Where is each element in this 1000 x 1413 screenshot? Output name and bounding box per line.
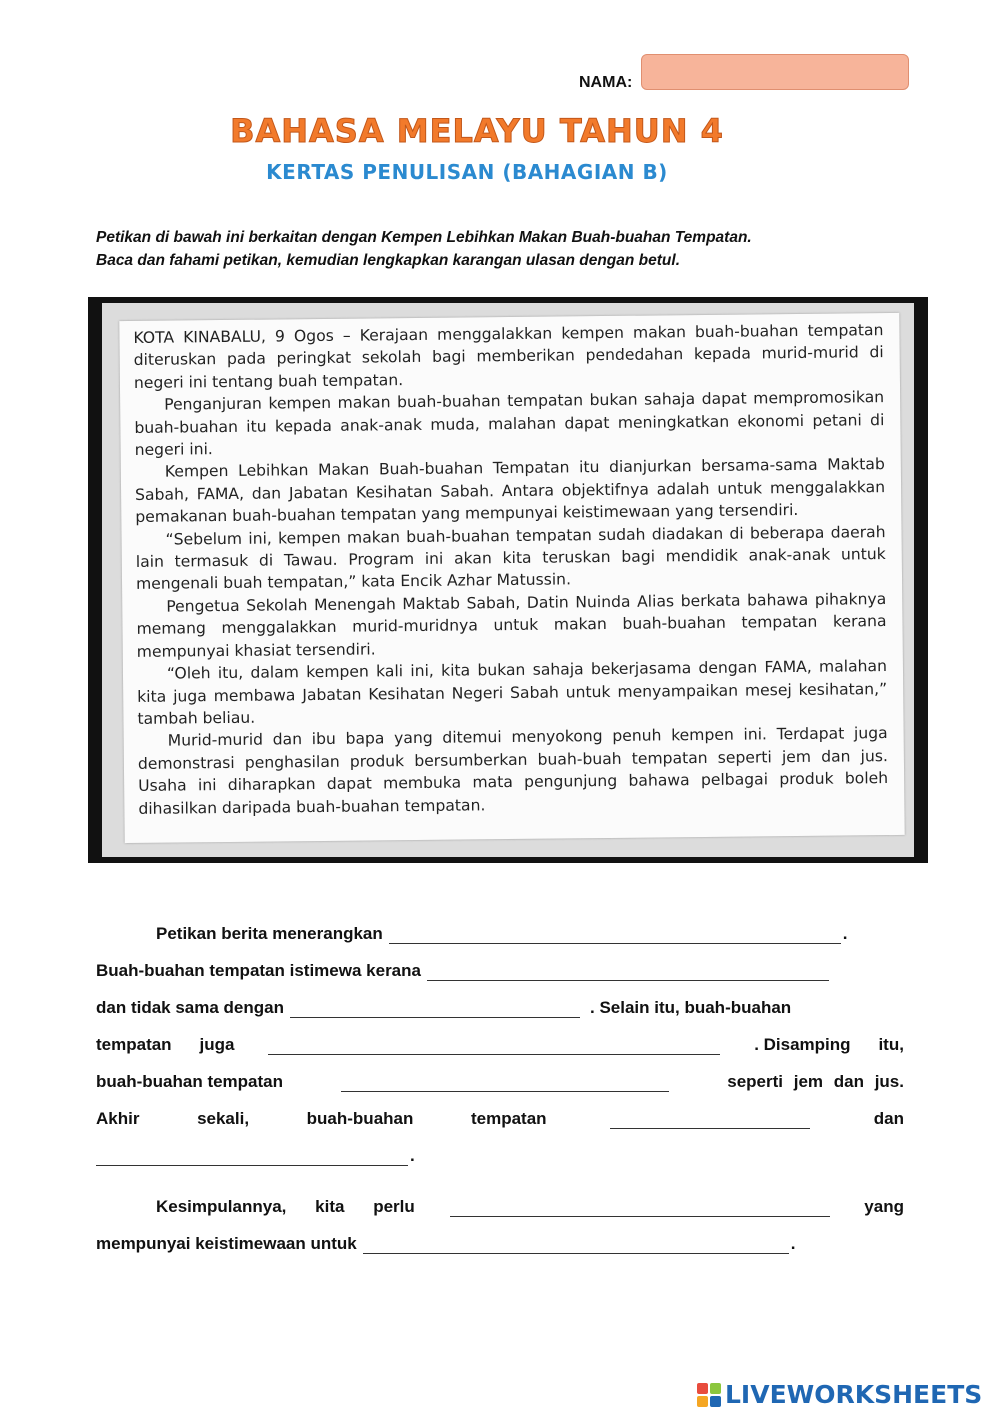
answer-text: itu, [878,1035,904,1054]
answer-line-9 [96,1230,904,1254]
answer-text: Akhir [96,1109,140,1128]
answer-line-5 [96,1068,904,1092]
answer-text: buah-buahan [306,1109,414,1128]
answer-text: juga [199,1035,235,1054]
answer-text: dan tidak sama dengan [96,998,284,1017]
answer-line-2 [96,957,904,981]
answer-text: . [790,1234,796,1253]
answer-line-3 [96,994,904,1018]
answer-text: . [842,924,848,943]
answer-line-7 [96,1142,904,1166]
passage-background [102,303,914,857]
passage-paragraph: Kempen Lebihkan Makan Buah-buahan Tempatan itu dianjurkan bersama-sama Maktab Sabah, FAMA, dan Jabatan Kesihatan Sabah. Antara objektifnya adalah untuk menggalakkan pemakanan buah-buahan tempatan yang mempunyai keistimewaan yang tersendiri. [135,455,886,527]
page-title: BAHASA MELAYU TAHUN 4 [230,112,724,150]
answer-blank-2[interactable] [427,960,829,981]
instruction-line-1: Petikan di bawah ini berkaitan dengan Kempen Lebihkan Makan Buah-buahan Tempatan. [96,229,752,246]
answer-blank-4[interactable] [268,1034,720,1055]
answer-text: tempatan [470,1109,547,1128]
answer-blank-9[interactable] [363,1233,789,1254]
answer-blank-7[interactable] [96,1145,408,1166]
answer-text: dan [873,1109,904,1128]
logo-tile [710,1383,721,1394]
answer-text: kita [315,1197,345,1216]
news-clipping [119,313,904,843]
answer-blank-1[interactable] [389,923,841,944]
answer-text: seperti jem dan jus. [727,1072,904,1091]
answer-line-6 [96,1105,904,1129]
answer-text: . Disamping [754,1035,851,1054]
nama-input[interactable] [641,54,909,90]
passage-paragraph: “Oleh itu, dalam kempen kali ini, kita bukan sahaja bekerjasama dengan FAMA, malahan kita juga membawa Jabatan Kesihatan Negeri Sabah untuk menyampaikan mesej kesihatan,” tambah beliau. [137,657,888,728]
logo-tile [697,1383,708,1394]
answer-text: perlu [373,1197,415,1216]
page-subtitle: KERTAS PENULISAN (BAHAGIAN B) [266,160,668,184]
answer-text: . [410,1146,415,1165]
answer-text: mempunyai keistimewaan untuk [96,1234,357,1253]
passage-paragraph: Pengetua Sekolah Menengah Maktab Sabah, Datin Nuinda Alias berkata bahawa pihaknya memang menggalakkan murid-muridnya untuk makan buah-buahan tempatan kerana mempunyai khasiat tersendiri. [136,589,887,661]
answer-text: . Selain itu, buah-buahan [590,998,792,1017]
answer-line-8 [96,1193,904,1217]
liveworksheets-logo [697,1380,982,1409]
passage-paragraph: KOTA KINABALU, 9 Ogos – Kerajaan menggalakkan kempen makan buah-buahan tempatan diteruskan pada peringkat sekolah bagi memberikan pendedahan kepada murid-murid di negeri ini tentang buah tempatan. [133,321,884,392]
passage-frame [88,297,928,863]
answer-text: Buah-buahan tempatan istimewa kerana [96,961,421,980]
answer-blank-6[interactable] [610,1108,810,1129]
answer-text: yang [864,1197,904,1216]
logo-tile [697,1396,708,1407]
instruction-line-2: Baca dan fahami petikan, kemudian lengkapkan karangan ulasan dengan betul. [96,252,680,269]
answer-text: Petikan berita menerangkan [156,924,383,943]
answer-blank-8[interactable] [450,1196,830,1217]
answer-blank-5[interactable] [341,1071,669,1092]
logo-tile [710,1396,721,1407]
answer-text: tempatan [96,1035,172,1054]
answer-line-1 [96,920,904,944]
answer-text: Kesimpulannya, [156,1197,287,1216]
nama-label: NAMA: [579,74,633,91]
liveworksheets-logo-icon [697,1383,721,1407]
passage-paragraph: Penganjuran kempen makan buah-buahan tempatan bukan sahaja dapat mempromosikan buah-buahan itu kepada anak-anak muda, malahan dapat meningkatkan ekonomi petani di negeri ini. [134,388,885,459]
answer-text: sekali, [197,1109,250,1128]
passage-paragraph: “Sebelum ini, kempen makan buah-buahan tempatan sudah diadakan di beberapa daerah lain termasuk di Tawau. Program ini akan kita teruskan bagi mendidik anak-anak untuk mengenali buah tempatan,” kata Encik Azhar Matussin. [135,522,886,594]
answer-blank-3[interactable] [290,997,580,1018]
logo-text: LIVEWORKSHEETS [725,1380,983,1409]
passage-paragraph: Murid-murid dan ibu bapa yang ditemui menyokong penuh kempen ini. Terdapat juga demonstrasi penghasilan produk bersumberkan buah-buah tempatan seperti jem dan jus. Usaha ini diharapkan dapat membuka mata pengunjung bahawa pelbagai produk boleh dihasilkan daripada buah-buahan tempatan. [137,724,889,818]
answer-text: buah-buahan tempatan [96,1072,284,1091]
answer-line-4 [96,1031,904,1055]
